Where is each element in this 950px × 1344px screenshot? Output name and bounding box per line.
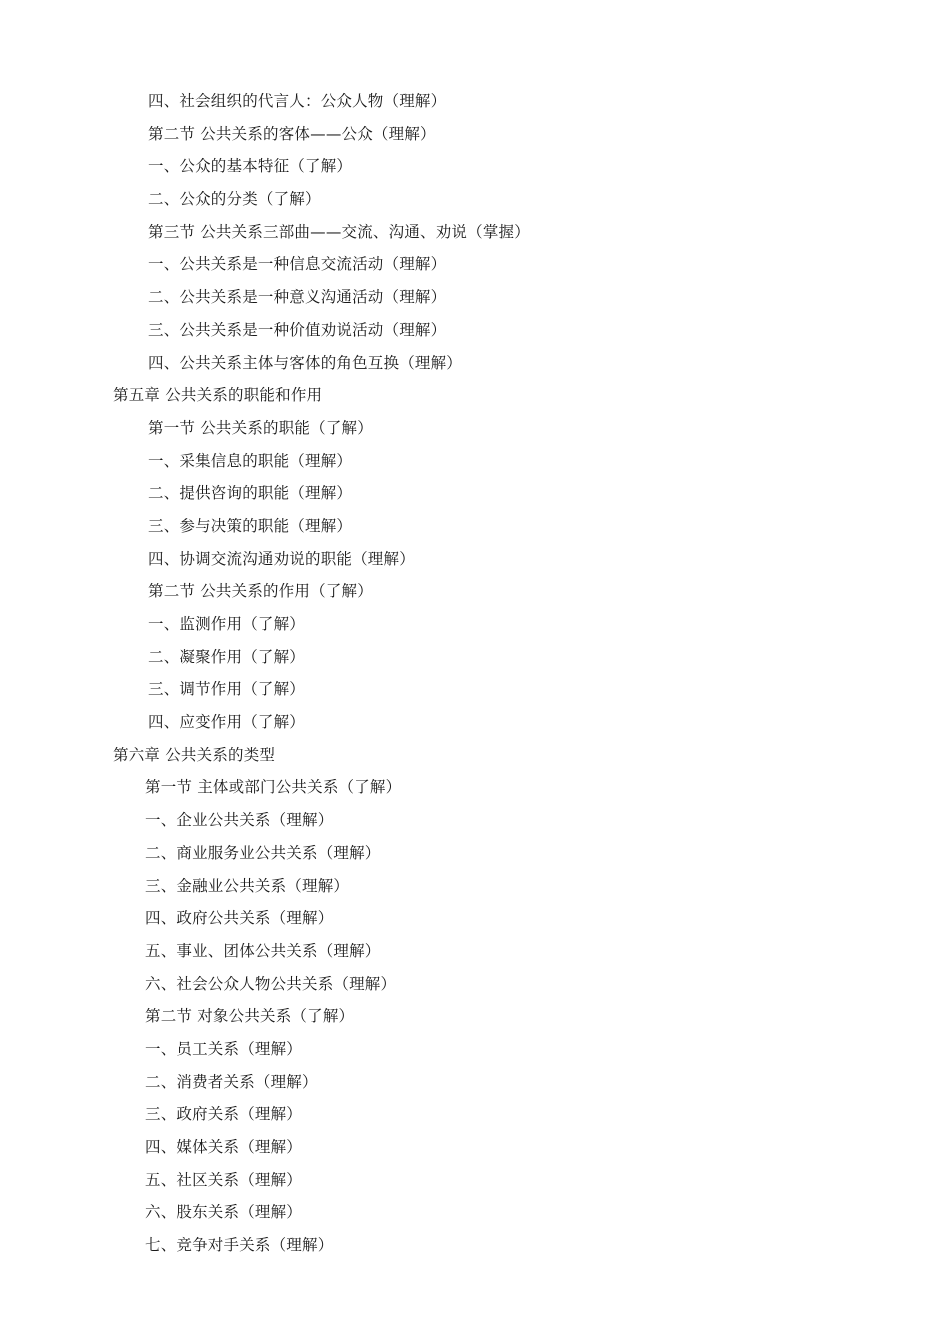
section-heading-text: 第一节 公共关系的职能（了解） [148,418,373,437]
outline-item [0,709,950,742]
outline-item [0,840,950,873]
outline-item [0,1069,950,1102]
outline-item-text: 三、政府关系（理解） [145,1105,303,1124]
outline-item [0,1232,950,1265]
chapter-heading-text: 第六章 公共关系的类型 [113,745,276,764]
outline-item-text: 四、公共关系主体与客体的角色互换（理解） [148,353,463,372]
outline-item [0,1134,950,1167]
section-heading-text: 第二节 公共关系的作用（了解） [148,582,373,601]
outline-item [0,513,950,546]
outline-item [0,1167,950,1200]
chapter-heading-text: 第五章 公共关系的职能和作用 [113,386,323,405]
section-heading [0,121,950,154]
outline-item-text: 四、社会组织的代言人：公众人物（理解） [148,92,447,110]
outline-item [0,644,950,677]
outline-item [0,350,950,383]
chapter-heading [0,742,950,775]
outline-item [0,186,950,219]
outline-item-text: 一、员工关系（理解） [145,1039,303,1058]
section-heading [0,415,950,448]
section-heading [0,1003,950,1036]
outline-item [0,546,950,579]
outline-item-text: 三、公共关系是一种价值劝说活动（理解） [148,320,447,339]
outline-item-text: 七、竞争对手关系（理解） [145,1236,334,1255]
outline-item-text: 五、社区关系（理解） [145,1170,303,1189]
outline-item [0,251,950,284]
outline-item [0,611,950,644]
outline-item-text: 二、凝聚作用（了解） [148,647,306,666]
outline-item [0,284,950,317]
outline-item [0,448,950,481]
section-heading-text: 第二节 公共关系的客体——公众（理解） [148,124,436,143]
outline-item [0,1036,950,1069]
section-heading [0,219,950,252]
outline-item-text: 六、股东关系（理解） [145,1203,303,1222]
section-heading-text: 第三节 公共关系三部曲——交流、沟通、劝说（掌握） [148,222,530,241]
outline-item [0,1101,950,1134]
outline-item-text: 一、采集信息的职能（理解） [148,451,353,470]
chapter-heading [0,382,950,415]
outline-item-text: 四、政府公共关系（理解） [145,909,334,928]
outline-item-text: 一、公众的基本特征（了解） [148,157,353,176]
outline-item-text: 三、调节作用（了解） [148,680,306,699]
outline-item [0,971,950,1004]
section-heading-text: 第一节 主体或部门公共关系（了解） [145,778,402,797]
outline-item-text: 一、企业公共关系（理解） [145,811,334,830]
outline-item-text: 三、参与决策的职能（理解） [148,516,353,535]
outline-item [0,938,950,971]
outline-item-text: 二、商业服务业公共关系（理解） [145,843,381,862]
outline-item-text: 二、公共关系是一种意义沟通活动（理解） [148,288,447,307]
outline-item-text: 二、公众的分类（了解） [148,190,321,209]
outline-item [0,317,950,350]
outline-item-text: 一、公共关系是一种信息交流活动（理解） [148,255,447,274]
outline-item [0,480,950,513]
outline-item-text: 二、消费者关系（理解） [145,1072,318,1091]
outline-item [0,807,950,840]
outline-item-text: 二、提供咨询的职能（理解） [148,484,353,503]
outline-item-text: 六、社会公众人物公共关系（理解） [145,974,397,993]
outline-item [0,153,950,186]
outline-item [0,88,950,121]
outline-item-text: 五、事业、团体公共关系（理解） [145,941,381,960]
outline-item [0,1199,950,1232]
outline-item-text: 四、协调交流沟通劝说的职能（理解） [148,549,415,568]
section-heading-text: 第二节 对象公共关系（了解） [145,1007,355,1026]
outline-item-text: 一、监测作用（了解） [148,615,306,633]
outline-item-text: 四、应变作用（了解） [148,713,306,732]
outline-item-text: 四、媒体关系（理解） [145,1138,303,1156]
outline-item [0,873,950,906]
outline-item-text: 三、金融业公共关系（理解） [145,876,350,895]
syllabus-outline [0,88,950,1265]
outline-item [0,676,950,709]
section-heading [0,774,950,807]
section-heading [0,578,950,611]
outline-item [0,905,950,938]
